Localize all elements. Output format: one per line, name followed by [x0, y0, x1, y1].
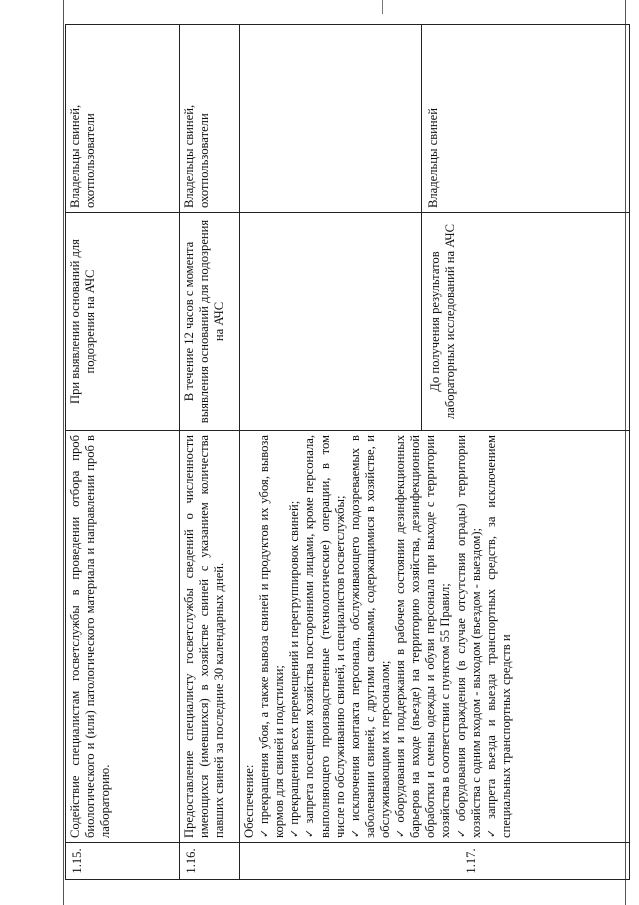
list-item: ✓прекращения убоя, а также вывоза свиней и продуктов их убоя, вывоза кормов для свиней и подстилки;	[257, 435, 287, 838]
measure-executor: Владельцы свиней, охотпользователи	[180, 25, 240, 213]
check-icon: ✓	[303, 827, 317, 838]
table-row	[240, 25, 422, 880]
term-spacer	[240, 213, 422, 431]
measure-description	[240, 431, 630, 843]
table-row	[66, 25, 180, 880]
measures-table	[65, 24, 630, 880]
check-icon: ✓	[348, 824, 362, 838]
list-item: ✓прекращения всех перемещений и перегруппировок свиней;	[287, 500, 302, 838]
list-item: ✓исключения контакта персонала, обслуживающего подозреваемых в заболевании свиней, с другими свиньями, содержащимися в хозяйстве, и обслуживающим их персоналом;	[347, 434, 392, 838]
measure-term: До получения результатов лабораторных исследований на АЧС	[422, 213, 630, 431]
list-item: ✓запрета въезда и выезда транспортных средств, за исключением специальных транспортных средств и	[483, 434, 513, 838]
measure-term: В течение 12 часов с момента выявления оснований для подозрения на АЧС	[180, 213, 240, 431]
scan-top-mark	[382, 0, 383, 14]
measure-description: Предоставление специалисту госветслужбы сведений о численности имеющихся (имевшихся) в хозяйстве свиней с указанием количества павших свиней за последние 30 календарных дней.	[180, 431, 240, 843]
list-item: ✓запрета посещения хозяйства посторонними лицами, кроме персонала, выполняющего производственные (технологические) операции, в том числе по обслуживанию свиней, и специалистов госветслужбы;	[302, 435, 347, 838]
row-number: 1.15.	[66, 843, 180, 880]
row-number: 1.17.	[240, 843, 630, 880]
check-icon: ✓	[288, 828, 302, 838]
executor-spacer	[240, 25, 422, 213]
list-item: ✓оборудования и поддержания в рабочем состоянии дезинфекционных барьеров на входе (въезде) на территорию хозяйства, дезинфекционной обработки и смены одежды и обуви персонала при выходе с территории хозяйства в соответствии с пунктом 55 Правил;	[393, 434, 453, 838]
measure-executor: Владельцы свиней	[422, 25, 630, 213]
check-icon: ✓	[258, 828, 272, 838]
rotated-table-page	[65, 25, 638, 880]
measure-term: При выявлении оснований для подозрения на АЧС	[66, 213, 180, 431]
page-left-border	[63, 0, 64, 905]
list-item: ✓оборудования ограждения (в случае отсутствия ограды) территории хозяйства с одним входом - выходом (въездом - выездом);	[453, 435, 483, 838]
table-row	[180, 25, 240, 880]
measure-description: Содействие специалистам госветслужбы в проведении отбора проб биологического и (или) патологического материала и направлении проб в лабораторию.	[66, 431, 180, 843]
check-icon: ✓	[394, 826, 408, 838]
check-icon: ✓	[484, 823, 498, 838]
check-icon: ✓	[454, 825, 468, 838]
row-number: 1.16.	[180, 843, 240, 880]
measure-intro: Обеспечение:	[242, 764, 256, 838]
measure-executor: Владельцы свиней, охотпользователи	[66, 25, 180, 213]
